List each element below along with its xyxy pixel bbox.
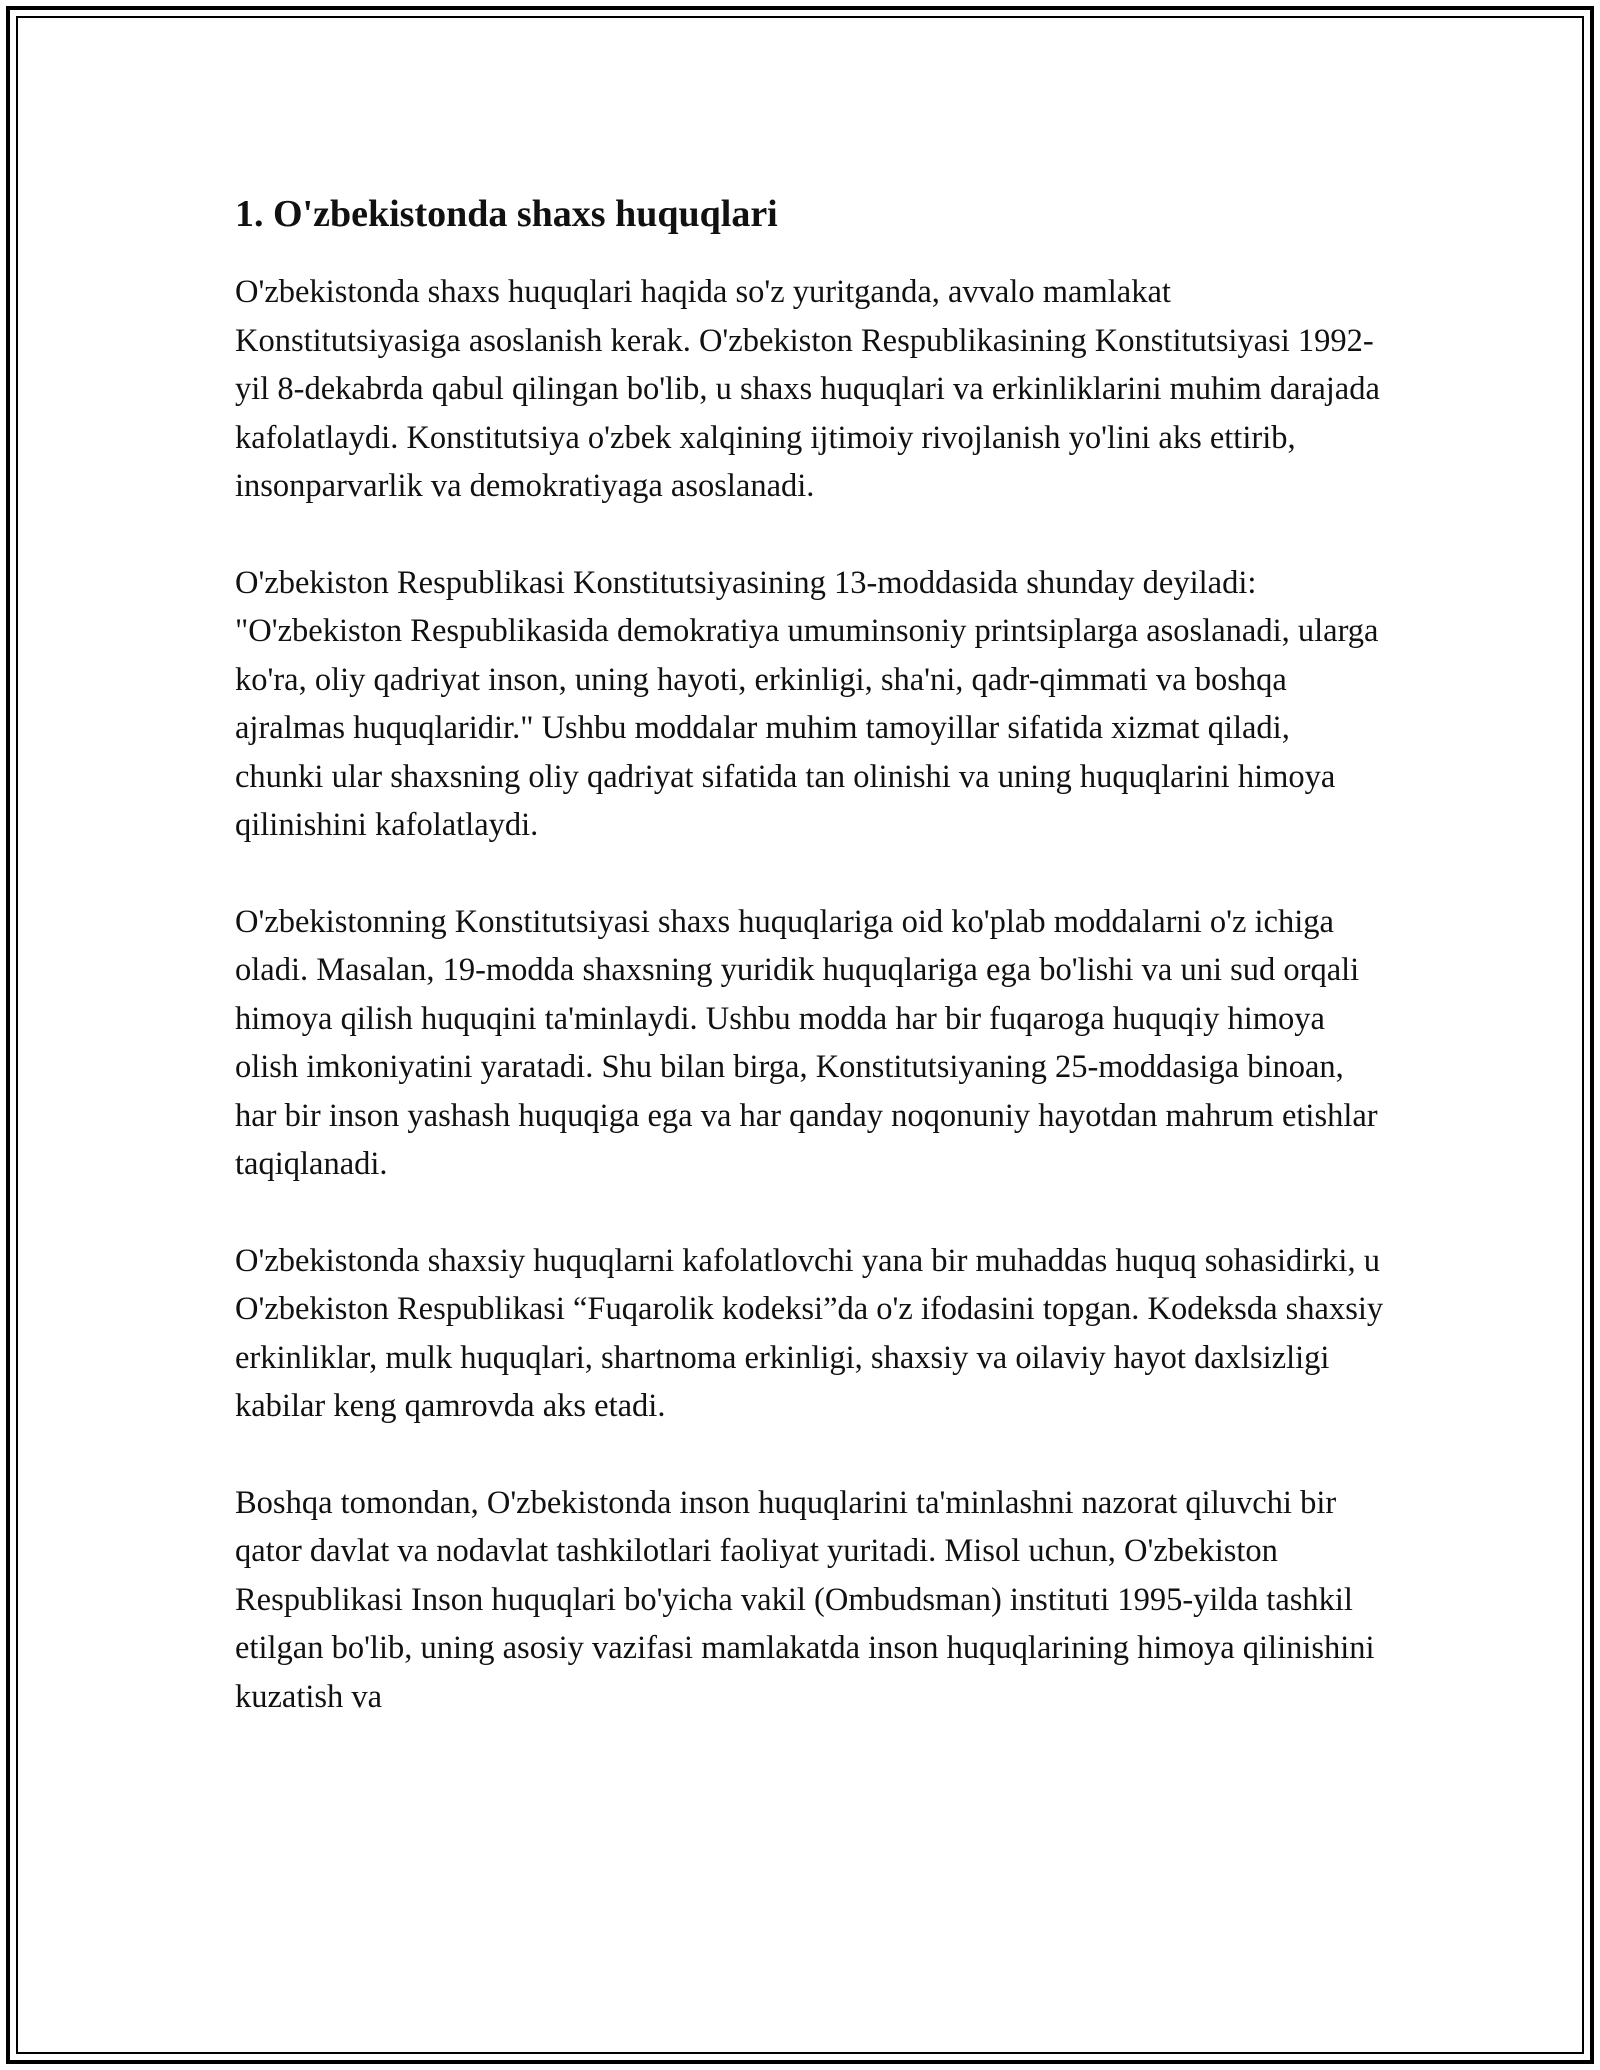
section-heading: 1. O'zbekistonda shaxs huquqlari [235,193,778,235]
paragraph-2: O'zbekiston Respublikasi Konstitutsiyasining 13-moddasida shunday deyiladi: "O'zbekiston Respublikasida demokratiya umuminsoniy printsiplarga asoslanadi, ularga ko'ra, oliy qadriyat inson, uning hayoti, erkinligi, sha'ni, qadr-qimmati va boshqa ajralmas huquqlaridir." Ushbu moddalar muhim tamoyillar sifatida xizmat qiladi, chunki ular shaxsning oliy qadriyat sifatida tan olinishi va uning huquqlarini himoya qilinishini kafolatlaydi. [235,564,1379,843]
paragraph-1: O'zbekistonda shaxs huquqlari haqida so'z yuritganda, avvalo mamlakat Konstitutsiyasiga asoslanish kerak. O'zbekiston Respublikasining Konstitutsiyasi 1992-yil 8-dekabrda qabul qilingan bo'lib, u shaxs huquqlari va erkinliklarini muhim darajada kafolatlaydi. Konstitutsiya o'zbek xalqining ijtimoiy rivojlanish yo'lini aks ettirib, insonparvarlik va demokratiyaga asoslanadi. [235,274,1380,504]
document-body [235,186,1385,1769]
paragraph-5: Boshqa tomondan, O'zbekistonda inson huquqlarini ta'minlashni nazorat qiluvchi bir qator davlat va nodavlat tashkilotlari faoliyat yuritadi. Misol uchun, O'zbekiston Respublikasi Inson huquqlari bo'yicha vakil (Ombudsman) instituti 1995-yilda tashkil etilgan bo'lib, uning asosiy vazifasi mamlakatda inson huquqlarining himoya qilinishini kuzatish va [235,1484,1375,1715]
paragraph-4: O'zbekistonda shaxsiy huquqlarni kafolatlovchi yana bir muhaddas huquq sohasidirki, u O'zbekiston Respublikasi “Fuqarolik kodeksi”da o'z ifodasini topgan. Kodeksda shaxsiy erkinliklar, mulk huquqlari, shartnoma erkinligi, shaxsiy va oilaviy hayot daxlsizligi kabilar keng qamrovda aks etadi. [235,1242,1384,1424]
paragraph-3: O'zbekistonning Konstitutsiyasi shaxs huquqlariga oid ko'plab moddalarni o'z ichiga oladi. Masalan, 19-modda shaxsning yuridik huquqlariga ega bo'lishi va uni sud orqali himoya qilish huquqini ta'minlaydi. Ushbu modda har bir fuqaroga huquqiy himoya olish imkoniyatini yaratadi. Shu bilan birga, Konstitutsiyaning 25-moddasiga binoan, har bir inson yashash huquqiga ega va har qanday noqonuniy hayotdan mahrum etishlar taqiqlanadi. [235,903,1378,1182]
